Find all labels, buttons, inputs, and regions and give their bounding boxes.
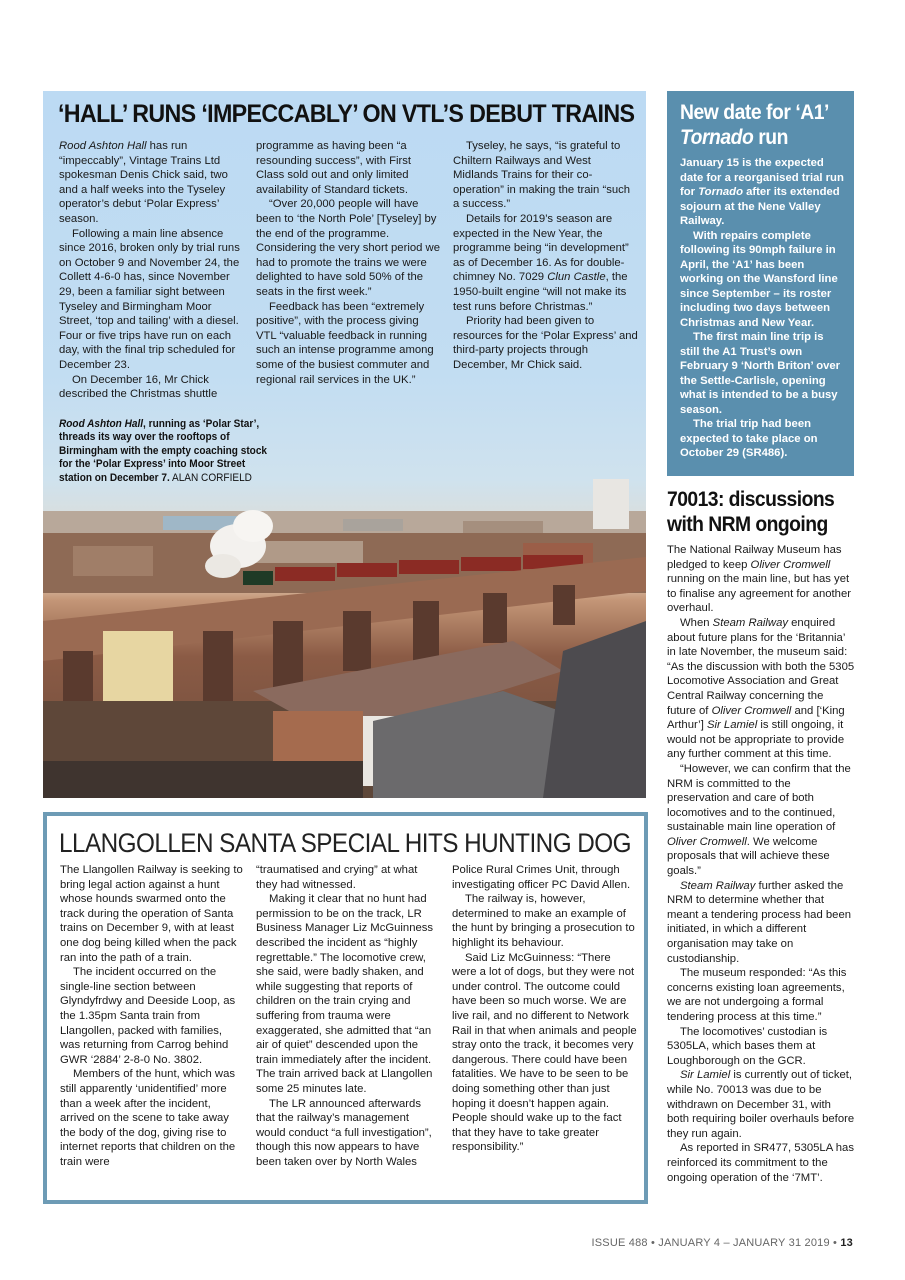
paragraph: With repairs complete following its 90mph failure in April, the ‘A1’ has been working on the Wansford line since September – its roster including two days between Christmas and New Year.: [680, 229, 838, 329]
paragraph: Making it clear that no hunt had permission to be on the track, LR Business Manager Liz McGuinness described the incident as “highly regrettable.” The locomotive crew, she said, were badly shaken, and while suggesting that reports of children on the train crying and suffering from trauma were exaggerated, she admitted that “an air of quiet” descended upon the train immediately after the incident. The train arrived back at Llangollen some 25 minutes late.: [256, 893, 434, 1095]
paragraph: after its extended sojourn at the Nene Valley Railway.: [680, 186, 840, 227]
hall-column-2: [256, 139, 442, 387]
llangollen-column-2: [256, 863, 441, 1169]
paragraph: The railway is, however, determined to make an example of the hunt by bringing a prosecution to highlight its behaviour.: [452, 893, 635, 949]
hall-headline: ‘HALL’ RUNS ‘IMPECCABLY’ ON VTL’S DEBUT TRAINS: [58, 100, 635, 128]
page-number: 13: [840, 1237, 853, 1249]
paragraph: The first main line trip is still the A1 Trust’s own February 9 ‘North Briton’ over the Settle-Carlisle, opening what is intended to be a busy season.: [680, 331, 841, 416]
paragraph: The National Railway Museum has pledged to keep: [667, 544, 842, 571]
paragraph: As reported in SR477, 5305LA has reinforced its commitment to the ongoing operation of the ‘7MT’.: [667, 1142, 854, 1184]
paragraph: The trial trip had been expected to take place on October 29 (SR486).: [680, 418, 818, 459]
nrm-headline: 70013: discussions with NRM ongoing: [667, 488, 835, 536]
llangollen-headline: LLANGOLLEN SANTA SPECIAL HITS HUNTING DOG: [59, 828, 632, 858]
paragraph: Priority had been given to resources for the ‘Polar Express’ and third-party projects through December, Mr Chick said.: [453, 315, 638, 371]
paragraph: is still ongoing, it would not be appropriate to provide any further comment at this time.: [667, 719, 845, 761]
page-footer: [592, 1237, 854, 1249]
paragraph: is currently out of ticket, while No. 70013 was due to be withdrawn on December 31, with both requiring boiler overhauls before they run again.: [667, 1069, 855, 1140]
loco-name: Tornado: [680, 126, 754, 149]
paragraph: Following a main line absence since 2016, broken only by trial runs on October 9 and November 24, the Collett 4-6-0 has, since November 29, been a familiar sight between Tyseley and Birmingham Moor Street, ‘top and tailing’ with a diesel. Four or five trips have run on each day, with the final trip scheduled for December 23.: [59, 227, 240, 371]
publication-name: Steam Railway: [712, 616, 788, 629]
loco-name: Rood Ashton Hall: [59, 140, 147, 152]
paragraph: January 15 is the expected date for a reorganised trial run for: [680, 157, 844, 198]
llangollen-column-3: [452, 863, 638, 1155]
loco-name: Clun Castle: [547, 271, 606, 284]
paragraph: Members of the hunt, which was still apparently ‘unidentified’ more than a week after the incident, arrived on the scene to take away the body of the dog, giving rise to internet reports that children on the train were: [60, 1068, 236, 1168]
loco-name: Rood Ashton Hall: [59, 418, 144, 430]
loco-name: Tornado: [698, 186, 743, 198]
hall-column-1: [59, 139, 244, 402]
photo-credit: ALAN CORFIELD: [169, 471, 252, 484]
paragraph: The incident occurred on the single-line section between Glyndyfrdwy and Deeside Loop, as the 1.35pm Santa train from Llangollen, packed with families, was returning from Carrog behind GWR ‘2884’ 2-8-0 No. 3802.: [60, 966, 236, 1066]
paragraph: The LR announced afterwards that the railway’s management would conduct “a full investigation”, though this now appears to have been taken over by North Wales: [256, 1097, 432, 1168]
loco-name: Sir Lamiel: [706, 719, 758, 732]
loco-name: Oliver Cromwell: [667, 835, 747, 848]
paragraph: “However, we can confirm that the NRM is committed to the preservation and care of both locomotives and to the continued, sustainable main line operation of: [667, 762, 851, 834]
paragraph: Said Liz McGuinness: “There were a lot of dogs, but they were not under control. The outcome could have been so much worse. We are live rail, and no different to Network Rail in that when animals and people stray onto the track, it becomes very dangerous. There could have been fatalities. We have to be seen to be doing something other than just hoping it doesn’t happen again. People should wake up to the fact that they have to take greater responsibility.”: [452, 951, 637, 1154]
paragraph: On December 16, Mr Chick described the Christmas shuttle: [59, 373, 218, 401]
paragraph: The Llangollen Railway is seeking to bring legal action against a hunt whose hounds swarmed onto the track during the operation of Santa trains on December 9, with at least one dog being killed when the pack ran into the path of a train.: [60, 864, 243, 964]
tornado-sidebar-box: [667, 91, 854, 476]
issue-info: ISSUE 488 • JANUARY 4 – JANUARY 31 2019 •: [591, 1237, 841, 1249]
paragraph: “traumatised and crying” at what they had witnessed.: [256, 864, 418, 891]
paragraph: and [‘King Arthur’]: [667, 704, 845, 732]
paragraph: further asked the NRM to determine whether that meant a tendering process had been initiated, in which a different organisation may take on custodianship.: [667, 879, 852, 965]
paragraph: Feedback has been “extremely positive”, with the process giving VTL “valuable feedback in running such an intense programme among some of the busiest commuter and regional rail services in the UK.”: [256, 300, 434, 386]
loco-name: Sir Lamiel: [680, 1069, 731, 1082]
hall-column-3: [453, 139, 639, 373]
headline-text: New date for ‘A1’: [680, 101, 829, 124]
railway-viaduct-photo: [43, 471, 646, 798]
llangollen-story-box: [43, 812, 648, 1204]
paragraph: “Over 20,000 people will have been to ‘the North Pole’ [Tyseley] by the end of the programme. Considering the very short period we had to promote the trains we were delighted to have sold 50% of the seats in the first week.”: [256, 198, 440, 298]
paragraph: has run “impeccably”, Vintage Trains Ltd spokesman Denis Chick said, two and a half weeks into the Tyseley operator’s debut ‘Polar Express’ season.: [59, 140, 228, 225]
paragraph: . We welcome proposals that will achieve these goals.”: [667, 835, 830, 878]
photo-caption: [59, 418, 273, 485]
paragraph: The locomotives’ custodian is 5305LA, which bases them at Loughborough on the GCR.: [667, 1025, 828, 1067]
paragraph: Tyseley, he says, “is grateful to Chiltern Railways and West Midlands Trains for their co-operation” in making the train “such a success.”: [453, 140, 631, 211]
paragraph: running on the main line, but has yet to finalise any agreement for another overhaul.: [667, 573, 851, 615]
loco-name: Oliver Cromwell: [711, 704, 792, 717]
headline-text: run: [753, 126, 788, 149]
tornado-headline: [680, 100, 855, 150]
paragraph: enquired about future plans for the ‘Britannia’ in late November, the museum said: “As the discussion with both the 5305 Locomotive Association and Great Central Railway concerning the future of: [667, 616, 855, 717]
publication-name: Steam Railway: [680, 879, 756, 892]
paragraph: programme as having been “a resounding success”, with First Class sold out and only limited availability of Standard tickets.: [256, 140, 412, 196]
paragraph: Police Rural Crimes Unit, through investigating officer PC David Allen.: [452, 864, 631, 891]
loco-name: Oliver Cromwell: [750, 558, 831, 571]
paragraph: When: [680, 616, 713, 629]
tornado-body: [680, 156, 845, 461]
nrm-body: [667, 543, 855, 1185]
llangollen-column-1: [60, 863, 245, 1169]
hall-story-panel: [43, 91, 646, 798]
paragraph: Details for 2019’s season are expected in the New Year, the programme being “in development” as of December 16. As for double-chimney No. 7029: [453, 212, 629, 284]
caption-text: , running as ‘Polar Star’, threads its way over the rooftops of Birmingham with the empty coaching stock for the ‘Polar Express’ into Moor Street station on December 7.: [59, 418, 268, 484]
paragraph: The museum responded: “As this concerns existing loan agreements, we are not undergoing a formal tendering process at this time.”: [667, 967, 847, 1023]
paragraph: , the 1950-built engine “will not make its test runs before Christmas.”: [453, 271, 628, 313]
